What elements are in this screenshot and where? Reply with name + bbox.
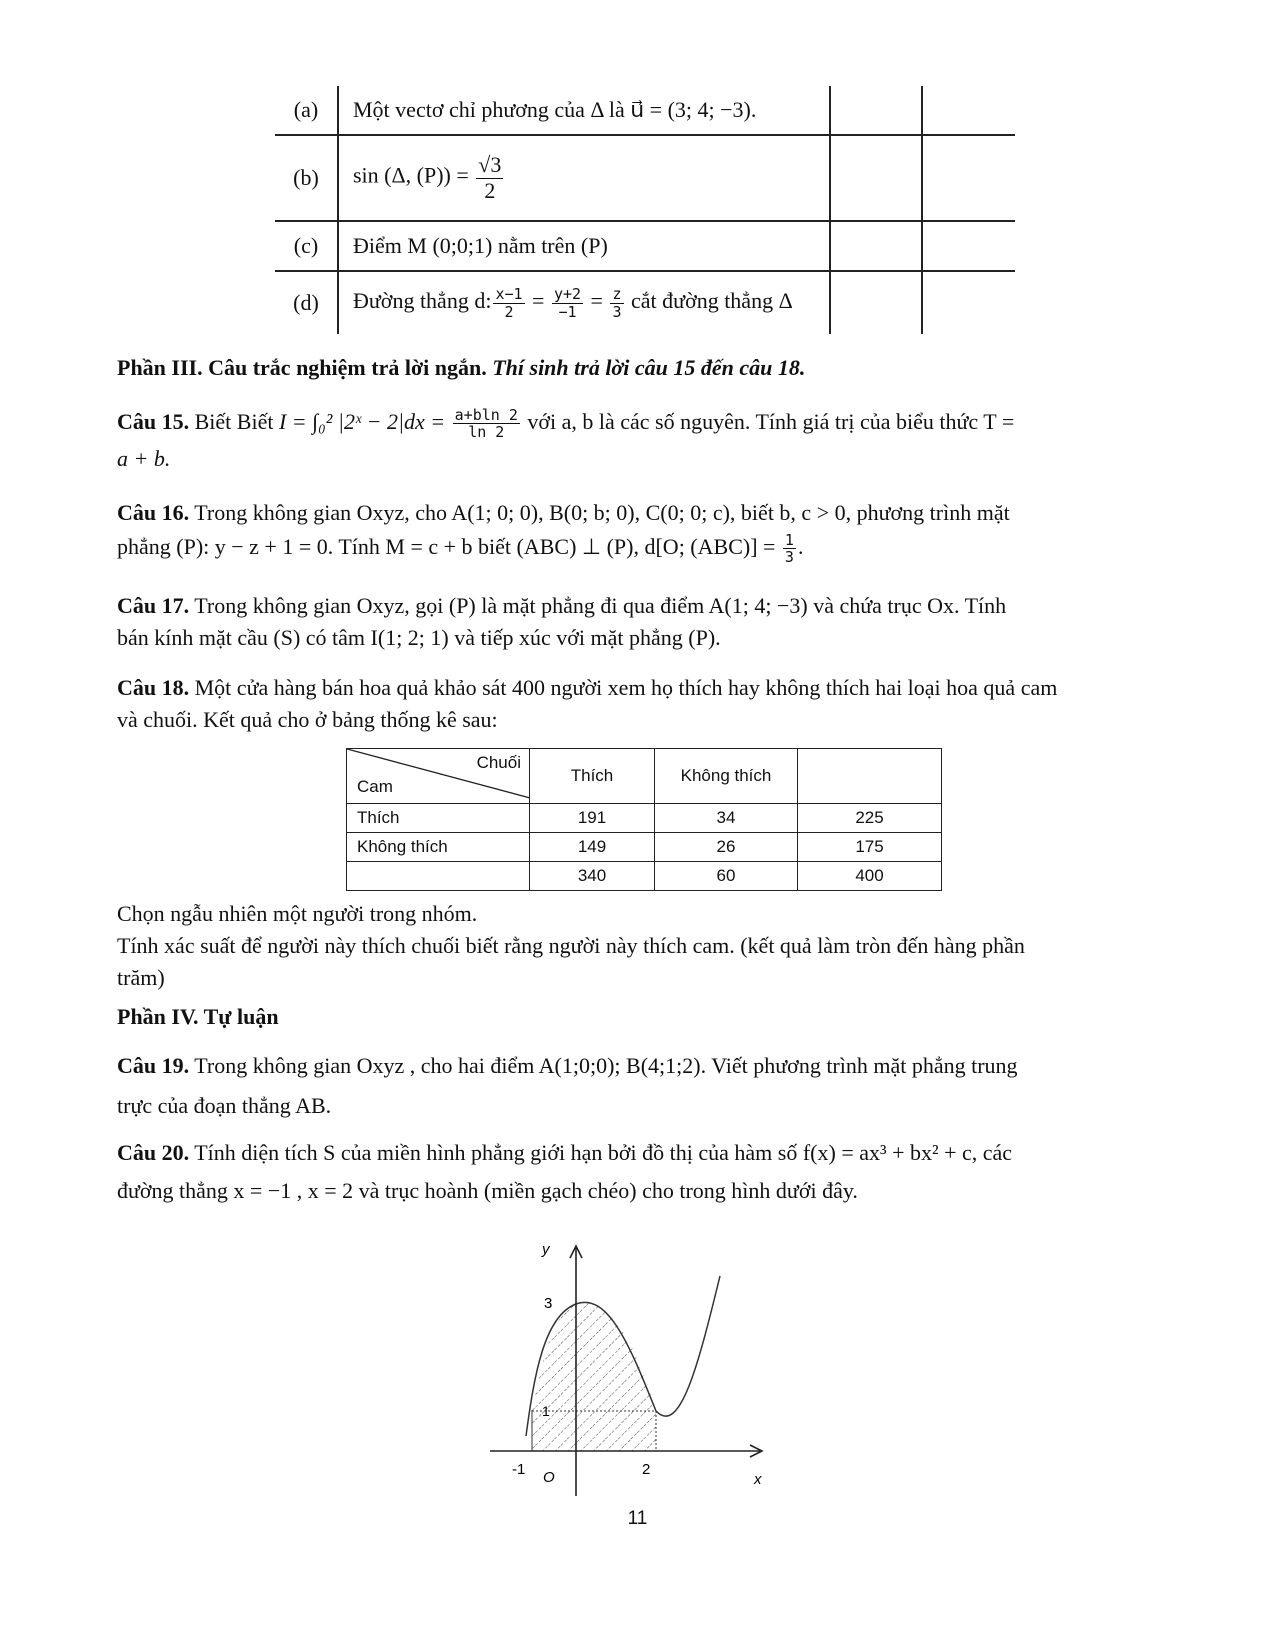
part4-title: Phần IV. Tự luận [117, 1004, 279, 1029]
true-false-table [275, 86, 1015, 334]
question-text: Chọn ngẫu nhiên một người trong nhóm. [117, 901, 478, 926]
question-text: . [797, 534, 804, 559]
table-cell: 400 [798, 862, 942, 891]
row-label: (d) [275, 271, 338, 334]
column-header [798, 749, 942, 804]
table-cell: 340 [530, 862, 655, 891]
equals-sign: = [590, 288, 603, 314]
fraction [493, 286, 524, 320]
table-row [275, 135, 1015, 221]
tick-label-minus1: -1 [512, 1461, 526, 1478]
tick-label-1: 1 [542, 1403, 550, 1419]
fraction [610, 286, 623, 320]
statement [338, 135, 830, 221]
table-row [347, 804, 942, 833]
fraction-denominator: ln 2 [468, 423, 505, 442]
statement [338, 271, 830, 334]
column-header: Thích [530, 749, 655, 804]
question-20 [117, 1134, 1177, 1210]
tick-label-2: 2 [642, 1461, 651, 1478]
fraction-denominator: 2 [484, 177, 496, 203]
answer-true-cell [830, 271, 922, 334]
page-number: 11 [627, 1508, 648, 1529]
answer-false-cell [922, 86, 1015, 135]
question-label: Câu 15. [117, 409, 190, 434]
question-text: Trong không gian Oxyz, cho A(1; 0; 0), B(0; b; 0), C(0; 0; c), biết b, c > 0, phương trình mặt [194, 500, 1010, 525]
tick-label-3: 3 [544, 1295, 553, 1312]
question-18-followup [117, 898, 1177, 994]
question-label: Câu 20. [117, 1140, 190, 1165]
part3-heading [117, 352, 1177, 384]
row-label [347, 862, 530, 891]
integral-expression: I = ∫₀² |2ˣ − 2|dx = [278, 409, 446, 434]
table-row [347, 833, 942, 862]
survey-table [346, 748, 942, 891]
question-text: trăm) [117, 965, 165, 990]
question-19 [117, 1046, 1177, 1126]
column-header: Không thích [655, 749, 798, 804]
question-15 [117, 404, 1177, 477]
question-16 [117, 496, 1177, 566]
table-row [275, 86, 1015, 135]
question-text: và chuối. Kết quả cho ở bảng thống kê sau: [117, 707, 498, 732]
part4-heading [117, 1001, 1177, 1033]
row-label: (c) [275, 221, 338, 271]
table-row [275, 271, 1015, 334]
question-label: Câu 19. [117, 1053, 190, 1078]
table-cell: 34 [655, 804, 798, 833]
shaded-region [532, 1303, 656, 1451]
part3-note: Thí sinh trả lời câu 15 đến câu 18. [492, 355, 806, 380]
question-text: đường thẳng x = −1 , x = 2 và trục hoành (miền gạch chéo) cho trong hình dưới đây. [117, 1178, 858, 1203]
question-label: Câu 17. [117, 593, 190, 618]
fraction-denominator: 3 [784, 548, 794, 567]
question-text: Trong không gian Oxyz , cho hai điểm A(1;0;0); B(4;1;2). Viết phương trình mặt phẳng trung [194, 1053, 1018, 1078]
part3-title: Phần III. Câu trắc nghiệm trả lời ngắn. [117, 355, 487, 380]
question-text: Một cửa hàng bán hoa quả khảo sát 400 người xem họ thích hay không thích hai loại hoa quả cam [194, 675, 1058, 700]
corner-cell [347, 749, 530, 804]
row-label: (a) [275, 86, 338, 135]
question-label: Câu 18. [117, 675, 190, 700]
question-text: a + b. [117, 445, 171, 471]
corner-bottom-label: Cam [357, 777, 393, 796]
y-axis-label: y [542, 1241, 550, 1258]
question-text: Biết Biết [194, 409, 274, 434]
table-cell: 225 [798, 804, 942, 833]
table-cell: 175 [798, 833, 942, 862]
question-17 [117, 590, 1177, 654]
question-text: bán kính mặt cầu (S) có tâm I(1; 2; 1) và tiếp xúc với mặt phẳng (P). [117, 625, 721, 650]
row-label: Thích [347, 804, 530, 833]
fraction-numerator: y+2 [553, 285, 582, 303]
fraction [783, 532, 796, 566]
fraction-numerator: 1 [784, 530, 794, 549]
statement: Một vectơ chỉ phương của Δ là u⃗ = (3; 4; −3). [338, 86, 830, 135]
row-label: Không thích [347, 833, 530, 862]
fraction-denominator: 2 [504, 302, 514, 321]
table-cell: 191 [530, 804, 655, 833]
fraction-denominator: −1 [558, 302, 577, 321]
statement-prefix: Đường thẳng d: [353, 288, 492, 314]
fraction [552, 286, 583, 320]
fraction-denominator: 3 [612, 302, 622, 321]
question-text: trực của đoạn thẳng AB. [117, 1093, 332, 1118]
fraction [476, 153, 503, 202]
statement: Điểm M (0;0;1) nằm trên (P) [338, 221, 830, 271]
question-label: Câu 16. [117, 500, 190, 525]
fraction-numerator: √3 [478, 152, 502, 178]
x-axis-label: x [754, 1471, 762, 1488]
question-text: với a, b là các số nguyên. Tính giá trị của biểu thức T = [527, 409, 1015, 434]
table-row [275, 221, 1015, 271]
question-text: Trong không gian Oxyz, gọi (P) là mặt phẳng đi qua điểm A(1; 4; −3) và chứa trục Ox. Tính [194, 593, 1007, 618]
table-cell: 149 [530, 833, 655, 862]
table-cell: 26 [655, 833, 798, 862]
question-text: phẳng (P): y − z + 1 = 0. Tính M = c + b biết (ABC) ⊥ (P), d[O; (ABC)] = [117, 534, 776, 559]
origin-label: O [543, 1469, 555, 1486]
equals-sign: = [532, 288, 545, 314]
row-label: (b) [275, 135, 338, 221]
fraction-numerator: z [612, 285, 622, 303]
question-text: Tính xác suất để người này thích chuối biết rằng người này thích cam. (kết quả làm tròn đến hàng phần [117, 933, 1025, 958]
fraction [453, 407, 520, 441]
statement-suffix: cắt đường thẳng Δ [631, 288, 793, 314]
question-18 [117, 672, 1177, 736]
answer-true-cell [830, 86, 922, 135]
fraction-numerator: x−1 [495, 285, 523, 303]
answer-true-cell [830, 135, 922, 221]
fraction-numerator: a+bln 2 [454, 405, 518, 424]
table-cell: 60 [655, 862, 798, 891]
table-header-row [347, 749, 942, 804]
table-row [347, 862, 942, 891]
function-graph [490, 1236, 810, 1496]
answer-false-cell [922, 221, 1015, 271]
answer-true-cell [830, 221, 922, 271]
answer-false-cell [922, 135, 1015, 221]
corner-top-label: Chuối [476, 753, 521, 772]
statement-prefix: sin (Δ, (P)) = [353, 163, 469, 189]
question-text: Tính diện tích S của miền hình phẳng giới hạn bởi đồ thị của hàm số f(x) = ax³ + bx² + c, các [194, 1140, 1013, 1165]
answer-false-cell [922, 271, 1015, 334]
